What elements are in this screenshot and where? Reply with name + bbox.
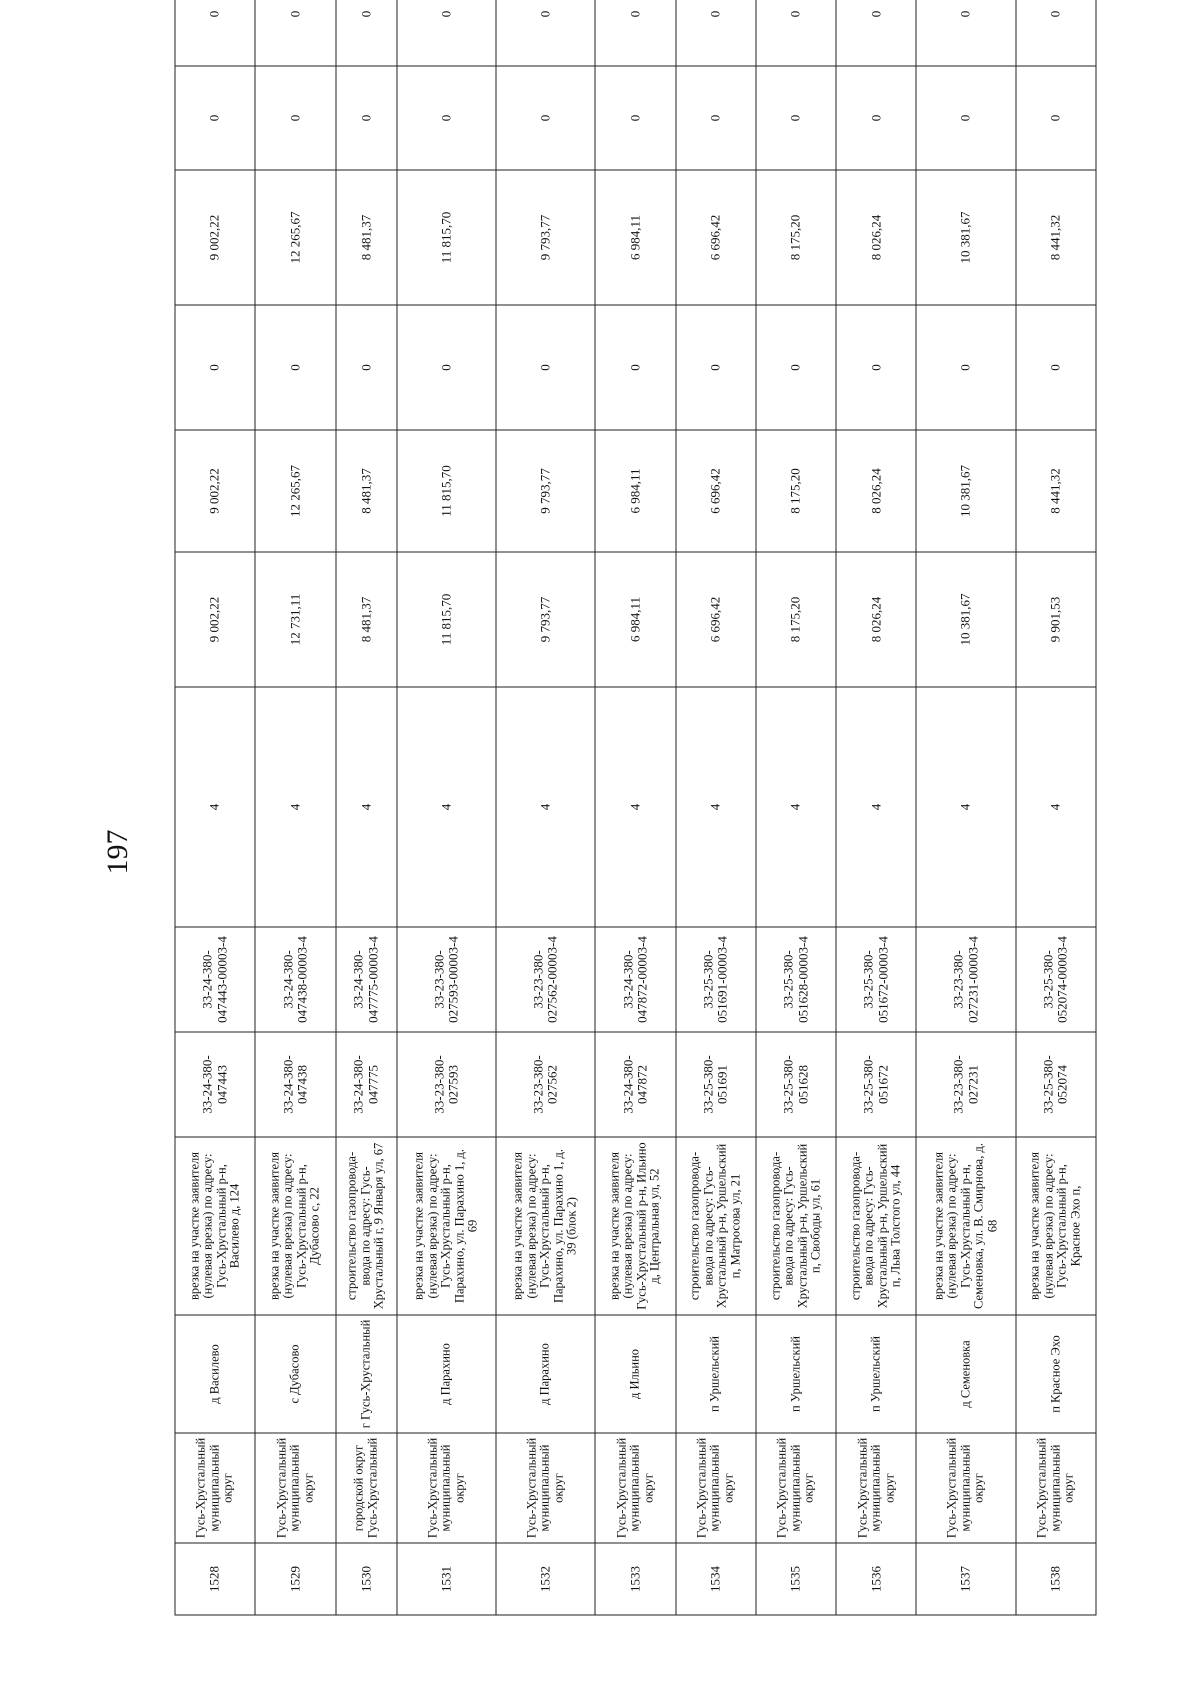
- settlement-cell: п Уршельский: [755, 1315, 835, 1433]
- work-description-cell: строительство газопровода-ввода по адресу: Гусь-Хрустальный р-н, Уршельский п, Льва Толстого ул, 44: [836, 1137, 916, 1315]
- category-cell: 4: [335, 687, 396, 927]
- page-number: 197: [101, 829, 134, 875]
- table-body: [175, 0, 1096, 1615]
- cadastral-number-cell: 33-24-380-047438: [255, 1032, 335, 1137]
- application-code-cell: 33-25-380-051628-00003-4: [755, 927, 835, 1032]
- category-cell: 4: [496, 687, 595, 927]
- cost-value-6-cell: 0: [396, 0, 495, 66]
- application-code-cell: 33-23-380-027562-00003-4: [496, 927, 595, 1032]
- cost-value-1-cell: 9 002,22: [175, 552, 255, 687]
- row-number-cell: 1532: [496, 1543, 595, 1615]
- settlement-cell: д Ильино: [595, 1315, 675, 1433]
- cost-value-5-cell: 0: [836, 66, 916, 170]
- work-description-cell: врезка на участке заявителя (нулевая врезка) по адресу: Гусь-Хрустальный р-н, Парахино, ул. Парахино 1, д. 69: [396, 1137, 495, 1315]
- category-cell: 4: [255, 687, 335, 927]
- row-number-cell: 1535: [755, 1543, 835, 1615]
- category-cell: 4: [175, 687, 255, 927]
- district-cell: Гусь-Хрустальный муниципальный округ: [916, 1433, 1015, 1543]
- cost-value-2-cell: 6 696,42: [675, 430, 755, 552]
- cost-value-2-cell: 11 815,70: [396, 430, 495, 552]
- cost-value-1-cell: 8 481,37: [335, 552, 396, 687]
- row-number-cell: 1531: [396, 1543, 495, 1615]
- connection-cost-table: [174, 0, 1096, 1615]
- table-row: [675, 0, 755, 1615]
- cost-value-4-cell: 6 984,11: [595, 170, 675, 305]
- cost-value-5-cell: 0: [335, 66, 396, 170]
- table-row: [916, 0, 1015, 1615]
- cost-value-3-cell: 0: [335, 305, 396, 430]
- cost-value-5-cell: 0: [675, 66, 755, 170]
- cost-value-3-cell: 0: [675, 305, 755, 430]
- cost-value-3-cell: 0: [916, 305, 1015, 430]
- work-description-cell: врезка на участке заявителя (нулевая врезка) по адресу: Гусь-Хрустальный р-н, Василево д, 124: [175, 1137, 255, 1315]
- settlement-cell: д Парахино: [396, 1315, 495, 1433]
- cadastral-number-cell: 33-23-380-027593: [396, 1032, 495, 1137]
- application-code-cell: 33-25-380-051672-00003-4: [836, 927, 916, 1032]
- row-number-cell: 1533: [595, 1543, 675, 1615]
- cost-value-1-cell: 6 984,11: [595, 552, 675, 687]
- category-cell: 4: [1015, 687, 1095, 927]
- cadastral-number-cell: 33-23-380-027562: [496, 1032, 595, 1137]
- cost-value-6-cell: 0: [496, 0, 595, 66]
- rotated-table-frame: [174, 10, 1096, 1615]
- cost-value-3-cell: 0: [396, 305, 495, 430]
- table-row: [1015, 0, 1095, 1615]
- row-number-cell: 1537: [916, 1543, 1015, 1615]
- cost-value-6-cell: 0: [175, 0, 255, 66]
- settlement-cell: д Василево: [175, 1315, 255, 1433]
- table-container: [174, 10, 1096, 1615]
- cost-value-6-cell: 0: [836, 0, 916, 66]
- settlement-cell: д Семеновка: [916, 1315, 1015, 1433]
- cost-value-5-cell: 0: [595, 66, 675, 170]
- cadastral-number-cell: 33-25-380-051691: [675, 1032, 755, 1137]
- settlement-cell: д Парахино: [496, 1315, 595, 1433]
- table-row: [496, 0, 595, 1615]
- cost-value-3-cell: 0: [175, 305, 255, 430]
- category-cell: 4: [755, 687, 835, 927]
- cost-value-1-cell: 8 175,20: [755, 552, 835, 687]
- cost-value-2-cell: 8 481,37: [335, 430, 396, 552]
- cost-value-2-cell: 8 026,24: [836, 430, 916, 552]
- work-description-cell: строительство газопровода-ввода по адресу: Гусь-Хрустальный г, 9 Января ул, 67: [335, 1137, 396, 1315]
- table-row: [755, 0, 835, 1615]
- cost-value-1-cell: 11 815,70: [396, 552, 495, 687]
- category-cell: 4: [595, 687, 675, 927]
- cost-value-5-cell: 0: [496, 66, 595, 170]
- cost-value-2-cell: 8 175,20: [755, 430, 835, 552]
- settlement-cell: п Красное Эхо: [1015, 1315, 1095, 1433]
- cost-value-5-cell: 0: [1015, 66, 1095, 170]
- application-code-cell: 33-24-380-047775-00003-4: [335, 927, 396, 1032]
- cost-value-5-cell: 0: [175, 66, 255, 170]
- cost-value-6-cell: 0: [1015, 0, 1095, 66]
- application-code-cell: 33-25-380-051691-00003-4: [675, 927, 755, 1032]
- cost-value-5-cell: 0: [396, 66, 495, 170]
- cost-value-6-cell: 0: [335, 0, 396, 66]
- application-code-cell: 33-24-380-047438-00003-4: [255, 927, 335, 1032]
- cost-value-4-cell: 9 793,77: [496, 170, 595, 305]
- cost-value-2-cell: 6 984,11: [595, 430, 675, 552]
- cost-value-3-cell: 0: [836, 305, 916, 430]
- cost-value-1-cell: 8 026,24: [836, 552, 916, 687]
- district-cell: Гусь-Хрустальный муниципальный округ: [675, 1433, 755, 1543]
- cost-value-1-cell: 9 793,77: [496, 552, 595, 687]
- settlement-cell: п Уршельский: [675, 1315, 755, 1433]
- cost-value-3-cell: 0: [496, 305, 595, 430]
- district-cell: Гусь-Хрустальный муниципальный округ: [175, 1433, 255, 1543]
- row-number-cell: 1534: [675, 1543, 755, 1615]
- cost-value-2-cell: 8 441,32: [1015, 430, 1095, 552]
- cadastral-number-cell: 33-25-380-051672: [836, 1032, 916, 1137]
- cost-value-2-cell: 9 793,77: [496, 430, 595, 552]
- work-description-cell: строительство газопровода-ввода по адресу: Гусь-Хрустальный р-н, Уршельский п, Свободы ул, 61: [755, 1137, 835, 1315]
- district-cell: Гусь-Хрустальный муниципальный округ: [496, 1433, 595, 1543]
- category-cell: 4: [675, 687, 755, 927]
- application-code-cell: 33-24-380-047443-00003-4: [175, 927, 255, 1032]
- settlement-cell: с Дубасово: [255, 1315, 335, 1433]
- work-description-cell: врезка на участке заявителя (нулевая врезка) по адресу: Гусь-Хрустальный р-н, Семеновка, ул. В. Смирнова, д. 68: [916, 1137, 1015, 1315]
- work-description-cell: врезка на участке заявителя (нулевая врезка) по адресу: Гусь-Хрустальный р-н, Красное Эхо п,: [1015, 1137, 1095, 1315]
- table-row: [255, 0, 335, 1615]
- cost-value-6-cell: 0: [255, 0, 335, 66]
- cadastral-number-cell: 33-25-380-052074: [1015, 1032, 1095, 1137]
- application-code-cell: 33-23-380-027593-00003-4: [396, 927, 495, 1032]
- category-cell: 4: [396, 687, 495, 927]
- district-cell: Гусь-Хрустальный муниципальный округ: [255, 1433, 335, 1543]
- cost-value-5-cell: 0: [916, 66, 1015, 170]
- district-cell: Гусь-Хрустальный муниципальный округ: [595, 1433, 675, 1543]
- cadastral-number-cell: 33-24-380-047443: [175, 1032, 255, 1137]
- cost-value-4-cell: 11 815,70: [396, 170, 495, 305]
- cost-value-4-cell: 6 696,42: [675, 170, 755, 305]
- cost-value-2-cell: 10 381,67: [916, 430, 1015, 552]
- work-description-cell: врезка на участке заявителя (нулевая врезка) по адресу: Гусь-Хрустальный р-н, Дубасово с, 22: [255, 1137, 335, 1315]
- settlement-cell: г Гусь-Хрустальный: [335, 1315, 396, 1433]
- district-cell: Гусь-Хрустальный муниципальный округ: [836, 1433, 916, 1543]
- cadastral-number-cell: 33-23-380-027231: [916, 1032, 1015, 1137]
- cost-value-5-cell: 0: [755, 66, 835, 170]
- cost-value-4-cell: 8 481,37: [335, 170, 396, 305]
- cost-value-3-cell: 0: [595, 305, 675, 430]
- cost-value-4-cell: 10 381,67: [916, 170, 1015, 305]
- cost-value-4-cell: 12 265,67: [255, 170, 335, 305]
- cost-value-1-cell: 6 696,42: [675, 552, 755, 687]
- application-code-cell: 33-23-380-027231-00003-4: [916, 927, 1015, 1032]
- cost-value-2-cell: 9 002,22: [175, 430, 255, 552]
- row-number-cell: 1529: [255, 1543, 335, 1615]
- category-cell: 4: [836, 687, 916, 927]
- cost-value-1-cell: 10 381,67: [916, 552, 1015, 687]
- table-row: [836, 0, 916, 1615]
- district-cell: Гусь-Хрустальный муниципальный округ: [1015, 1433, 1095, 1543]
- cost-value-5-cell: 0: [255, 66, 335, 170]
- row-number-cell: 1528: [175, 1543, 255, 1615]
- cost-value-4-cell: 8 026,24: [836, 170, 916, 305]
- district-cell: Гусь-Хрустальный муниципальный округ: [396, 1433, 495, 1543]
- table-row: [396, 0, 495, 1615]
- cadastral-number-cell: 33-25-380-051628: [755, 1032, 835, 1137]
- category-cell: 4: [916, 687, 1015, 927]
- cost-value-4-cell: 8 441,32: [1015, 170, 1095, 305]
- cost-value-4-cell: 8 175,20: [755, 170, 835, 305]
- cost-value-6-cell: 0: [916, 0, 1015, 66]
- row-number-cell: 1530: [335, 1543, 396, 1615]
- cadastral-number-cell: 33-24-380-047872: [595, 1032, 675, 1137]
- district-cell: Гусь-Хрустальный муниципальный округ: [755, 1433, 835, 1543]
- table-row: [175, 0, 255, 1615]
- cost-value-6-cell: 0: [755, 0, 835, 66]
- cost-value-6-cell: 0: [595, 0, 675, 66]
- row-number-cell: 1538: [1015, 1543, 1095, 1615]
- work-description-cell: врезка на участке заявителя (нулевая врезка) по адресу: Гусь-Хрустальный р-н, Ильино д, Центральная ул, 52: [595, 1137, 675, 1315]
- cost-value-4-cell: 9 002,22: [175, 170, 255, 305]
- application-code-cell: 33-25-380-052074-00003-4: [1015, 927, 1095, 1032]
- table-row: [335, 0, 396, 1615]
- application-code-cell: 33-24-380-047872-00003-4: [595, 927, 675, 1032]
- cost-value-1-cell: 12 731,11: [255, 552, 335, 687]
- work-description-cell: строительство газопровода-ввода по адресу: Гусь-Хрустальный р-н, Уршельский п, Матросова ул, 21: [675, 1137, 755, 1315]
- cost-value-3-cell: 0: [755, 305, 835, 430]
- settlement-cell: п Уршельский: [836, 1315, 916, 1433]
- cost-value-3-cell: 0: [1015, 305, 1095, 430]
- cost-value-6-cell: 0: [675, 0, 755, 66]
- cost-value-2-cell: 12 265,67: [255, 430, 335, 552]
- work-description-cell: врезка на участке заявителя (нулевая врезка) по адресу: Гусь-Хрустальный р-н, Парахино, ул. Парахино 1, д. 39 (блок 2): [496, 1137, 595, 1315]
- table-row: [595, 0, 675, 1615]
- district-cell: городской округ Гусь-Хрустальный: [335, 1433, 396, 1543]
- cost-value-1-cell: 9 901,53: [1015, 552, 1095, 687]
- cadastral-number-cell: 33-24-380-047775: [335, 1032, 396, 1137]
- cost-value-3-cell: 0: [255, 305, 335, 430]
- row-number-cell: 1536: [836, 1543, 916, 1615]
